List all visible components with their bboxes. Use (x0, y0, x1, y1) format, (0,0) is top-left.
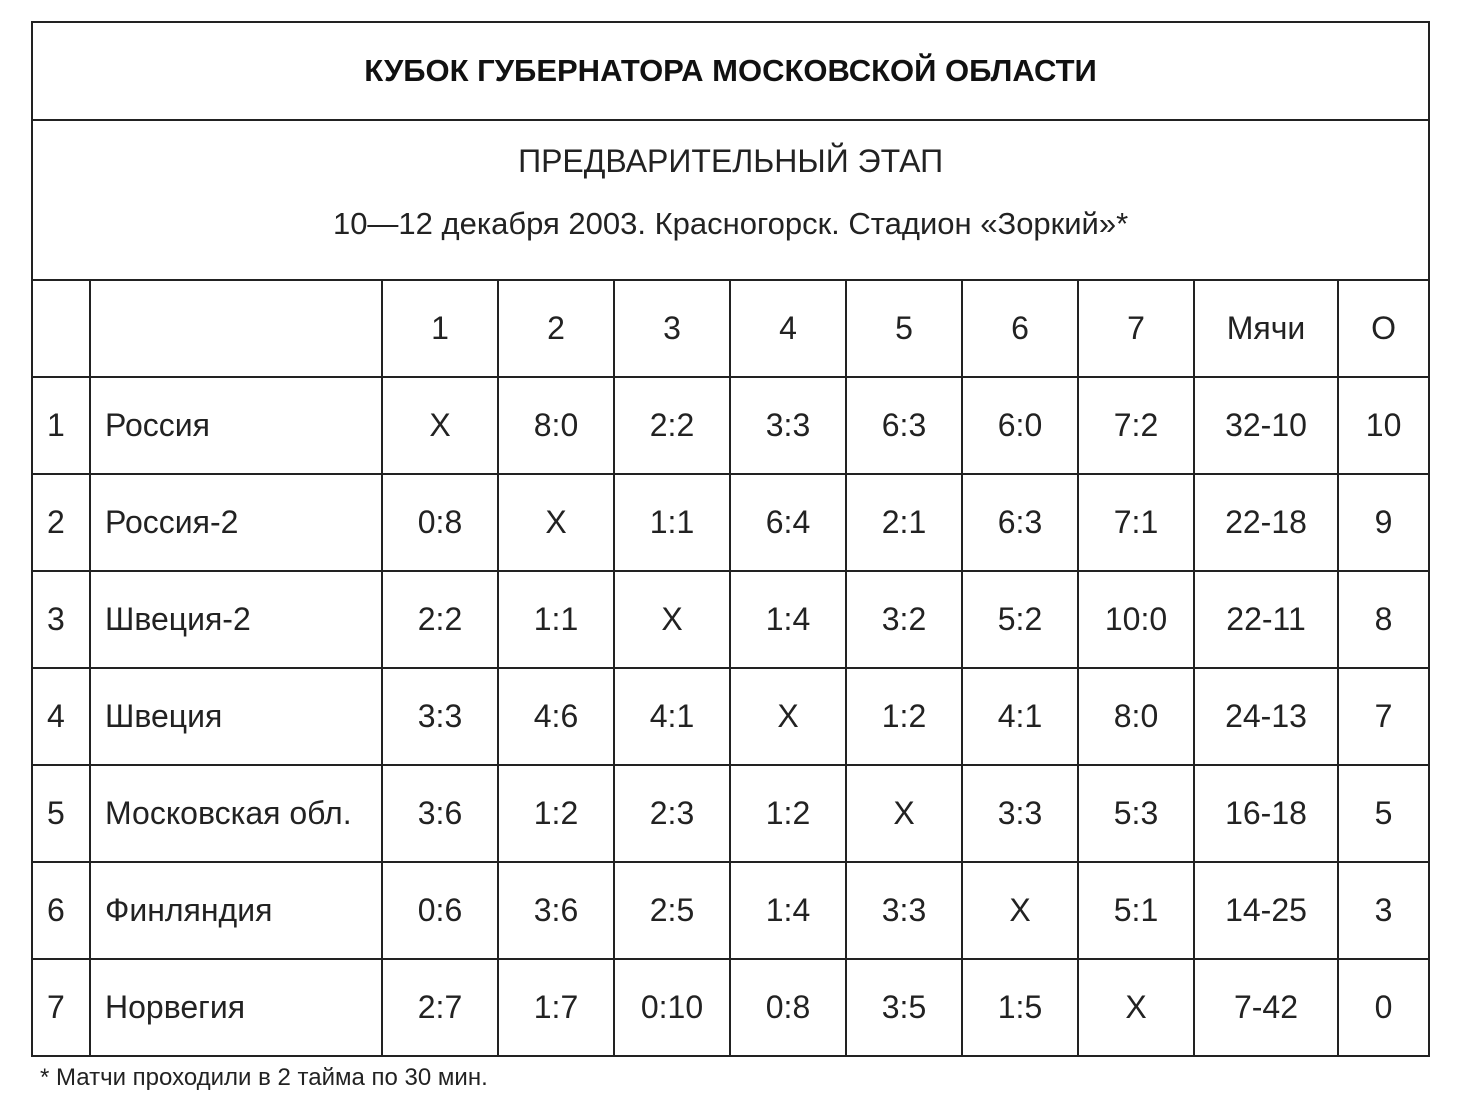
result-cell: 1:7 (498, 959, 614, 1056)
result-cell: X (730, 668, 846, 765)
result-cell: X (846, 765, 962, 862)
result-cell: 1:4 (730, 862, 846, 959)
table-row (32, 668, 1429, 765)
goals-cell: 14-25 (1194, 862, 1338, 959)
result-cell: 6:0 (962, 377, 1078, 474)
result-cell: 1:1 (498, 571, 614, 668)
team-name-cell: Московская обл. (90, 765, 382, 862)
result-cell: 3:5 (846, 959, 962, 1056)
team-name-cell: Россия (90, 377, 382, 474)
result-cell: 1:2 (730, 765, 846, 862)
result-cell: 5:1 (1078, 862, 1194, 959)
rank-cell: 7 (32, 959, 90, 1056)
goals-cell: 22-11 (1194, 571, 1338, 668)
rank-cell: 4 (32, 668, 90, 765)
rank-cell: 6 (32, 862, 90, 959)
result-cell: 1:1 (614, 474, 730, 571)
header-cell: 2 (498, 280, 614, 377)
event-info: 10—12 декабря 2003. Красногорск. Стадион «Зоркий»* (332, 206, 1129, 241)
goals-cell: 32-10 (1194, 377, 1338, 474)
team-name-cell: Швеция (90, 668, 382, 765)
rank-cell: 1 (32, 377, 90, 474)
header-cell: Мячи (1194, 280, 1338, 377)
points-cell: 5 (1338, 765, 1429, 862)
points-cell: 8 (1338, 571, 1429, 668)
table-row (32, 474, 1429, 571)
rank-cell: 3 (32, 571, 90, 668)
header-cell: 7 (1078, 280, 1194, 377)
result-cell: 8:0 (498, 377, 614, 474)
result-cell: 4:1 (962, 668, 1078, 765)
result-cell: 4:6 (498, 668, 614, 765)
rank-cell: 5 (32, 765, 90, 862)
result-cell: 0:6 (382, 862, 498, 959)
result-cell: 3:2 (846, 571, 962, 668)
result-cell: 6:3 (846, 377, 962, 474)
result-cell: X (498, 474, 614, 571)
points-cell: 0 (1338, 959, 1429, 1056)
goals-cell: 16-18 (1194, 765, 1338, 862)
result-cell: 3:3 (382, 668, 498, 765)
table-row (32, 959, 1429, 1056)
result-cell: 2:1 (846, 474, 962, 571)
header-cell: 6 (962, 280, 1078, 377)
header-cell: 5 (846, 280, 962, 377)
team-name-cell: Швеция-2 (90, 571, 382, 668)
stage-title: ПРЕДВАРИТЕЛЬНЫЙ ЭТАП (518, 143, 944, 179)
header-cell: 1 (382, 280, 498, 377)
result-cell: 10:0 (1078, 571, 1194, 668)
goals-cell: 22-18 (1194, 474, 1338, 571)
result-cell: 1:5 (962, 959, 1078, 1056)
result-cell: 3:3 (846, 862, 962, 959)
goals-cell: 7-42 (1194, 959, 1338, 1056)
stage-info-cell (32, 120, 1429, 280)
result-cell: 4:1 (614, 668, 730, 765)
result-cell: 2:2 (614, 377, 730, 474)
points-cell: 10 (1338, 377, 1429, 474)
team-name-cell: Норвегия (90, 959, 382, 1056)
standings-table (31, 21, 1430, 1057)
result-cell: X (382, 377, 498, 474)
result-cell: 1:2 (498, 765, 614, 862)
result-cell: 2:2 (382, 571, 498, 668)
header-cell: 3 (614, 280, 730, 377)
result-cell: X (1078, 959, 1194, 1056)
result-cell: 8:0 (1078, 668, 1194, 765)
header-cell (32, 280, 90, 377)
result-cell: 1:4 (730, 571, 846, 668)
table-row (32, 765, 1429, 862)
result-cell: 0:8 (382, 474, 498, 571)
result-cell: 0:8 (730, 959, 846, 1056)
result-cell: 2:7 (382, 959, 498, 1056)
result-cell: 7:1 (1078, 474, 1194, 571)
result-cell: X (962, 862, 1078, 959)
result-cell: 2:3 (614, 765, 730, 862)
result-cell: 7:2 (1078, 377, 1194, 474)
result-cell: 6:3 (962, 474, 1078, 571)
points-cell: 3 (1338, 862, 1429, 959)
team-name-cell: Россия-2 (90, 474, 382, 571)
result-cell: 6:4 (730, 474, 846, 571)
table-row (32, 377, 1429, 474)
result-cell: 3:3 (730, 377, 846, 474)
header-cell (90, 280, 382, 377)
table-row (32, 862, 1429, 959)
team-name-cell: Финляндия (90, 862, 382, 959)
footnote: * Матчи проходили в 2 тайма по 30 мин. (40, 1064, 488, 1091)
result-cell: 5:3 (1078, 765, 1194, 862)
points-cell: 7 (1338, 668, 1429, 765)
result-cell: X (614, 571, 730, 668)
result-cell: 5:2 (962, 571, 1078, 668)
points-cell: 9 (1338, 474, 1429, 571)
header-cell: 4 (730, 280, 846, 377)
goals-cell: 24-13 (1194, 668, 1338, 765)
header-row (32, 280, 1429, 377)
result-cell: 3:6 (382, 765, 498, 862)
rank-cell: 2 (32, 474, 90, 571)
result-cell: 2:5 (614, 862, 730, 959)
table-row (32, 571, 1429, 668)
header-cell: О (1338, 280, 1429, 377)
result-cell: 0:10 (614, 959, 730, 1056)
table-title: КУБОК ГУБЕРНАТОРА МОСКОВСКОЙ ОБЛАСТИ (32, 22, 1429, 120)
result-cell: 3:6 (498, 862, 614, 959)
standings-document (31, 21, 1428, 1057)
result-cell: 1:2 (846, 668, 962, 765)
result-cell: 3:3 (962, 765, 1078, 862)
